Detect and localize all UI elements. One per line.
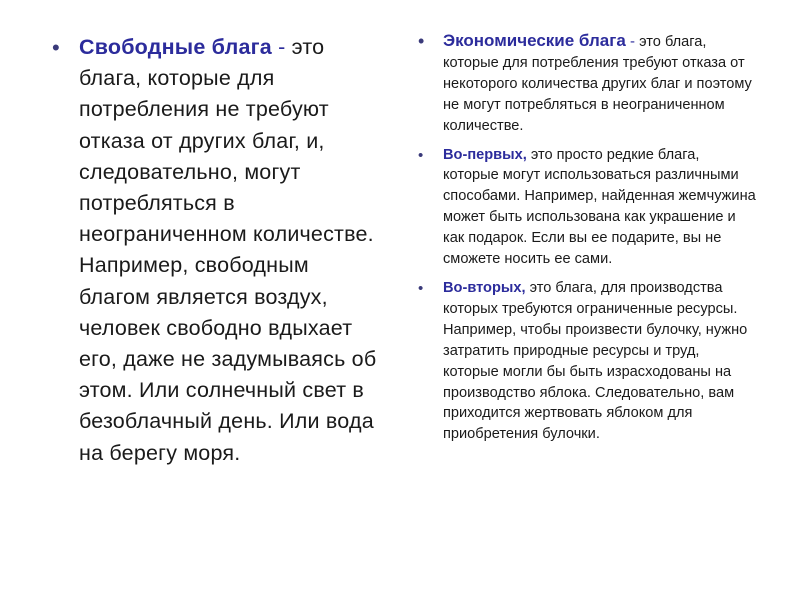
secondly-paragraph: [443, 278, 758, 445]
bullet-icon: •: [418, 31, 425, 51]
term-dash: -: [625, 33, 640, 50]
right-column: [418, 30, 758, 453]
free-goods-paragraph: [79, 32, 382, 469]
free-goods-bullet-item: [52, 32, 382, 469]
firstly-paragraph: [443, 145, 758, 270]
bullet-icon: •: [418, 146, 424, 164]
term-dash: -: [271, 35, 292, 59]
bullet-icon: •: [418, 279, 424, 297]
left-column: [52, 32, 382, 469]
economic-goods-definition: это блага, которые для потребления требуют отказа от некоторого количества других благ и поэтому не могут потребляться в неограниченном количестве.: [443, 34, 752, 134]
bullet-icon: •: [52, 35, 60, 60]
free-goods-definition: это блага, которые для потребления не требуют отказа от других благ, и, следовательно, могут потребляться в неограниченном количестве. Например, свободным благом является воздух, человек свободно вдыхает его, даже не задумываясь об этом. Или солнечный свет в безоблачный день. Или вода на берегу моря.: [79, 35, 377, 465]
economic-goods-term: Экономические блага: [443, 31, 626, 50]
secondly-text: это блага, для производства которых требуются ограниченные ресурсы. Например, чтобы произвести булочку, нужно затратить природные ресурсы и труд, которые могли бы быть израсходованы на производство яблока. Следовательно, вам приходится жертвовать яблоком для приобретения булочки.: [443, 279, 748, 443]
secondly-term: Во-вторых,: [443, 279, 526, 296]
firstly-text: это просто редкие блага, которые могут использоваться различными способами. Например, найденная жемчужина может быть использована как украшение и как подарок. Если вы ее подарите, вы не сможете носить ее сами.: [443, 146, 756, 268]
economic-goods-paragraph: [443, 30, 758, 137]
free-goods-term: Свободные блага: [79, 35, 272, 59]
firstly-term: Во-первых,: [443, 146, 527, 163]
firstly-bullet-item: [418, 145, 758, 270]
secondly-bullet-item: [418, 278, 758, 445]
economic-goods-bullet-item: [418, 30, 758, 137]
